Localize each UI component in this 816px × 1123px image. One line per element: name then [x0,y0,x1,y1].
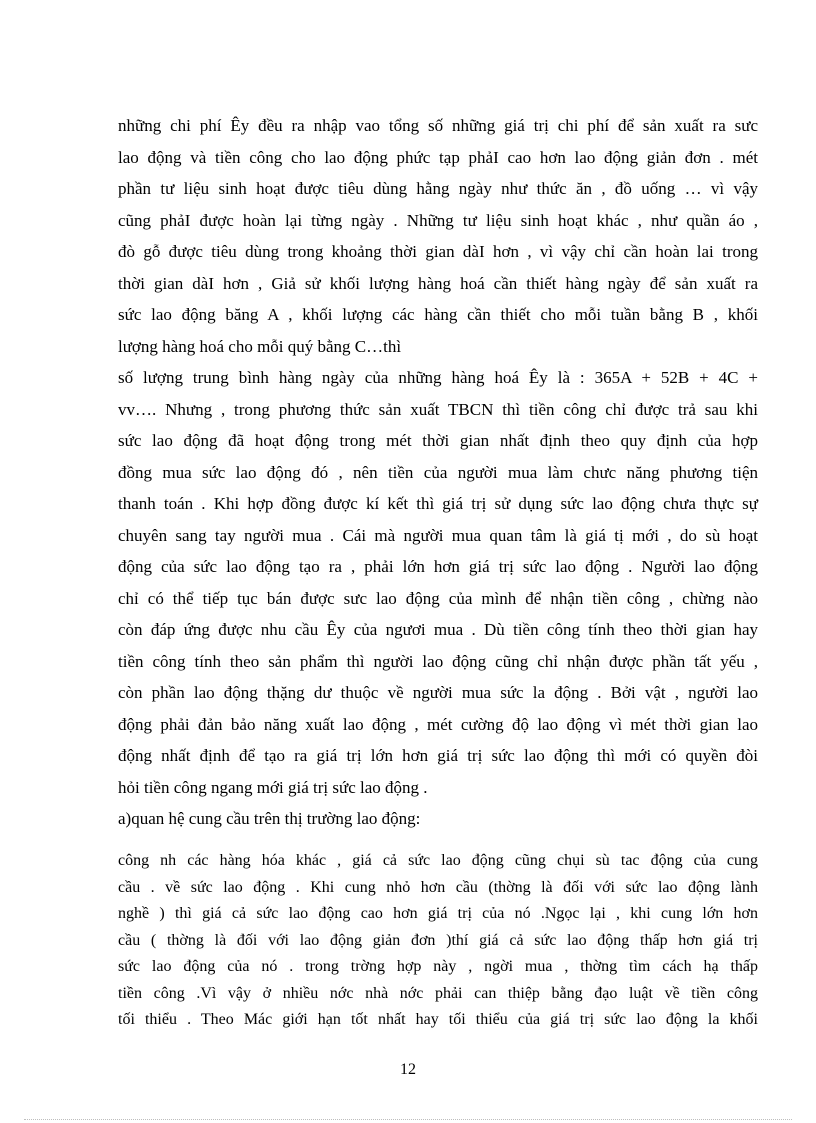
text-line: thời gian dàI hơn , Giả sử khối lượng hàng hoá cần thiết hàng ngày để sản xuất ra [118,273,758,293]
page-number: 12 [400,1061,416,1078]
body-text-secondary [118,848,758,1034]
text-line: lượng hàng hoá cho mỗi quý bằng C…thì [118,336,402,356]
text-line: nghề ) thì giá cả sức lao động cao hơn giá trị của nó .Ngọc lại , khi cung lớn hơn [118,905,758,922]
text-line: đò gỗ được tiêu dùng trong khoảng thời gian dàI hơn , vì vậy chỉ cần hoàn lai trong [118,242,758,261]
text-line: còn đáp ứng được nhu cầu Êy của ngươi mua . Dù tiền công tính theo thời gian hay [118,620,758,639]
text-line: động phải đản bảo năng xuất lao động , mét cường độ lao động vì mét thời gian lao [118,714,758,734]
text-line: tiền công tính theo sản phẩm thì người lao động cũng chỉ nhận được phần tất yếu , [118,651,758,671]
text-line: cũng phảI được hoàn lại từng ngày . Những tư liệu sinh hoạt khác , như quần áo , [118,210,758,230]
text-line: chỉ có thể tiếp tục bán được sưc lao động của mình để nhận tiền công , chừng nào [118,588,758,608]
text-line: sức lao động của nó . trong trờng hợp này , ngời mua , thờng tìm cách hạ thấp [118,958,758,975]
text-line: cầu ( thờng là đối với lao động giản đơn )thí giá cả sức lao động thấp hơn giá trị [118,931,758,949]
text-line: thanh toán . Khi hợp đồng được kí kết thì giá trị sử dụng sức lao động chưa thực sự [118,494,758,513]
text-line: vv…. Nhưng , trong phương thức sản xuất TBCN thì tiền công chỉ được trả sau khi [118,399,758,419]
text-line: công nh các hàng hóa khác , giá cả sức lao động cũng chụi sù tac động của cung [118,852,758,869]
text-line: chuyên sang tay người mua . Cái mà người mua quan tâm là giá tị mới , do sù hoạt [118,525,758,545]
text-line: động của sức lao động tạo ra , phải lớn hơn giá trị sức lao động . Người lao động [118,557,758,576]
text-line: tiền công .Vì vậy ở nhiều nớc nhà nớc phải can thiệp bằng đạo luật về tiền công [118,984,758,1002]
text-line: hỏi tiền công ngang mới giá trị sức lao động . [118,777,428,797]
text-line: đồng mua sức lao động đó , nên tiền của người mua làm chưc năng phương tiện [118,462,758,482]
section-heading: a)quan hệ cung cầu trên thị trường lao động: [118,809,421,828]
page-bottom-border [24,1119,792,1120]
text-line: tối thiểu . Theo Mác giới hạn tốt nhất hay tối thiểu của giá trị sức lao động la khối [118,1011,758,1028]
text-line: lao động và tiền công cho lao động phức tạp phảI cao hơn lao động giản đơn . mét [118,147,758,167]
text-line: phần tư liệu sinh hoạt được tiêu dùng hằng ngày như thức ăn , đồ uống … vì vậy [118,179,758,198]
text-line: sức lao động đã hoạt động trong mét thời gian nhất định theo quy định của hợp [118,431,758,450]
text-line: số lượng trung bình hàng ngày của những hàng hoá Êy là : 365A + 52B + 4C + [118,368,758,387]
text-line: động nhất định để tạo ra giá trị lớn hơn giá trị sức lao động thì mới có quyền đòi [118,746,758,765]
text-line: còn phần lao động thặng dư thuộc về người mua sức la động . Bởi vật , người lao [118,683,758,702]
text-line: cầu . về sức lao động . Khi cung nhỏ hơn cầu (thờng là đối với sức lao động lành [118,878,758,896]
text-line: sức lao động băng A , khối lượng các hàng cần thiết cho mỗi tuần bằng B , khối [118,305,758,324]
body-text-main [118,110,758,835]
text-line: những chi phí Êy đều ra nhập vao tổng số những giá trị chi phí để sản xuất ra sưc [118,116,758,135]
